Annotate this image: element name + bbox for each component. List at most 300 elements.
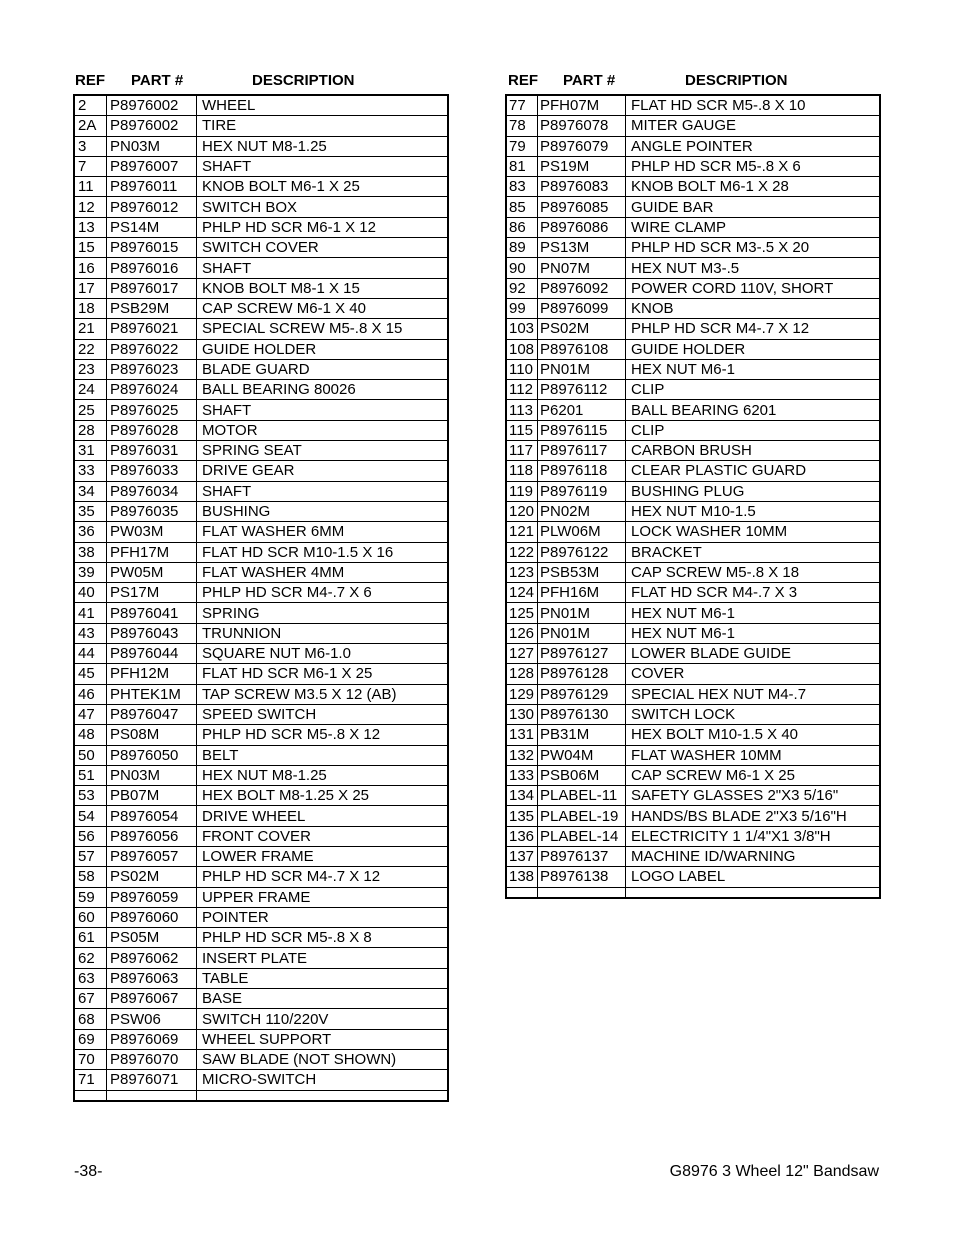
description-cell: SWITCH LOCK: [626, 704, 881, 724]
description-cell: SHAFT: [197, 400, 449, 420]
ref-cell: 60: [74, 907, 107, 927]
part-number-cell: PLABEL-14: [538, 826, 626, 846]
ref-cell: 118: [506, 461, 538, 481]
part-number-cell: P8976021: [107, 319, 197, 339]
table-row: [506, 725, 880, 745]
part-number-cell: P8976067: [107, 989, 197, 1009]
ref-cell: 123: [506, 562, 538, 582]
ref-cell: 128: [506, 664, 538, 684]
table-row: [506, 258, 880, 278]
table-row: [74, 1009, 448, 1029]
description-cell: SWITCH COVER: [197, 238, 449, 258]
ref-cell: 120: [506, 501, 538, 521]
right-table-header: [505, 70, 881, 94]
table-row: [506, 441, 880, 461]
part-number-cell: P8976062: [107, 948, 197, 968]
table-row: [74, 217, 448, 237]
description-cell: LOGO LABEL: [626, 867, 881, 887]
table-row: [74, 846, 448, 866]
ref-cell: 92: [506, 278, 538, 298]
part-number-cell: PN01M: [538, 623, 626, 643]
table-row: [74, 238, 448, 258]
ref-cell: 110: [506, 359, 538, 379]
description-cell: SPECIAL HEX NUT M4-.7: [626, 684, 881, 704]
table-row: [74, 806, 448, 826]
description-cell: BELT: [197, 745, 449, 765]
table-row: [506, 745, 880, 765]
description-cell: LOWER BLADE GUIDE: [626, 644, 881, 664]
part-number-cell: PS02M: [107, 867, 197, 887]
ref-cell: 62: [74, 948, 107, 968]
table-row: [506, 684, 880, 704]
table-row: [74, 664, 448, 684]
table-row: [74, 441, 448, 461]
part-number-cell: P8976028: [107, 420, 197, 440]
part-number-cell: PW03M: [107, 522, 197, 542]
ref-cell: 125: [506, 603, 538, 623]
description-cell: WHEEL SUPPORT: [197, 1029, 449, 1049]
part-number-cell: PS14M: [107, 217, 197, 237]
description-cell: HEX BOLT M10-1.5 X 40: [626, 725, 881, 745]
part-number-cell: P8976118: [538, 461, 626, 481]
description-cell: FLAT WASHER 6MM: [197, 522, 449, 542]
ref-cell: 134: [506, 786, 538, 806]
description-cell: PHLP HD SCR M6-1 X 12: [197, 217, 449, 237]
ref-cell: 70: [74, 1049, 107, 1069]
part-number-cell: P8976117: [538, 441, 626, 461]
ref-cell: 25: [74, 400, 107, 420]
ref-cell: 77: [506, 95, 538, 116]
table-row: [74, 116, 448, 136]
ref-cell: 121: [506, 522, 538, 542]
description-cell: MITER GAUGE: [626, 116, 881, 136]
part-number-cell: P8976069: [107, 1029, 197, 1049]
description-cell: CLIP: [626, 380, 881, 400]
table-row: [74, 826, 448, 846]
table-row: [74, 989, 448, 1009]
ref-cell: 24: [74, 380, 107, 400]
part-number-cell: PN07M: [538, 258, 626, 278]
description-cell: SAW BLADE (NOT SHOWN): [197, 1049, 449, 1069]
ref-cell: 48: [74, 725, 107, 745]
part-number-cell: PS05M: [107, 928, 197, 948]
part-number-cell: P8976022: [107, 339, 197, 359]
description-cell: BALL BEARING 80026: [197, 380, 449, 400]
description-cell: MACHINE ID/WARNING: [626, 846, 881, 866]
part-number-cell: P8976031: [107, 441, 197, 461]
table-row: [74, 1070, 448, 1090]
right-parts-table: [505, 94, 881, 899]
description-cell: SHAFT: [197, 156, 449, 176]
ref-cell: 129: [506, 684, 538, 704]
description-cell: PHLP HD SCR M5-.8 X 8: [197, 928, 449, 948]
description-cell: SQUARE NUT M6-1.0: [197, 644, 449, 664]
part-number-cell: P8976047: [107, 704, 197, 724]
empty-cell: [107, 1090, 197, 1101]
table-row: [74, 745, 448, 765]
page-number: -38-: [74, 1163, 103, 1180]
ref-cell: 81: [506, 156, 538, 176]
ref-cell: 35: [74, 501, 107, 521]
table-row: [506, 786, 880, 806]
description-cell: DRIVE WHEEL: [197, 806, 449, 826]
table-row: [74, 298, 448, 318]
table-row: [74, 623, 448, 643]
ref-cell: 45: [74, 664, 107, 684]
description-cell: PHLP HD SCR M4-.7 X 12: [197, 867, 449, 887]
ref-cell: 18: [74, 298, 107, 318]
description-cell: KNOB: [626, 298, 881, 318]
table-row: [506, 95, 880, 116]
description-cell: BUSHING: [197, 501, 449, 521]
left-table-header: [73, 70, 449, 94]
part-number-cell: P8976079: [538, 136, 626, 156]
description-cell: SPEED SWITCH: [197, 704, 449, 724]
table-row: [506, 704, 880, 724]
description-cell: MOTOR: [197, 420, 449, 440]
part-number-cell: PS08M: [107, 725, 197, 745]
part-number-cell: P8976083: [538, 177, 626, 197]
description-cell: LOCK WASHER 10MM: [626, 522, 881, 542]
part-number-cell: PN03M: [107, 765, 197, 785]
description-cell: HEX NUT M8-1.25: [197, 136, 449, 156]
table-row: [506, 846, 880, 866]
description-cell: DRIVE GEAR: [197, 461, 449, 481]
part-number-cell: P8976108: [538, 339, 626, 359]
description-cell: CAP SCREW M6-1 X 25: [626, 765, 881, 785]
part-number-cell: P8976034: [107, 481, 197, 501]
table-row: [74, 1029, 448, 1049]
ref-cell: 136: [506, 826, 538, 846]
ref-cell: 63: [74, 968, 107, 988]
table-row: [74, 907, 448, 927]
part-number-cell: PFH17M: [107, 542, 197, 562]
part-number-cell: P8976015: [107, 238, 197, 258]
part-number-cell: P8976063: [107, 968, 197, 988]
part-number-cell: P8976043: [107, 623, 197, 643]
table-row: [506, 177, 880, 197]
description-cell: INSERT PLATE: [197, 948, 449, 968]
part-number-cell: PW04M: [538, 745, 626, 765]
description-cell: ANGLE POINTER: [626, 136, 881, 156]
ref-cell: 31: [74, 441, 107, 461]
description-cell: CAP SCREW M5-.8 X 18: [626, 562, 881, 582]
ref-header: REF: [75, 72, 105, 89]
description-cell: SHAFT: [197, 258, 449, 278]
part-number-cell: P8976044: [107, 644, 197, 664]
right-parts-column: [505, 70, 881, 899]
ref-cell: 11: [74, 177, 107, 197]
table-row: [506, 562, 880, 582]
description-cell: FLAT HD SCR M6-1 X 25: [197, 664, 449, 684]
description-cell: KNOB BOLT M6-1 X 28: [626, 177, 881, 197]
ref-cell: 51: [74, 765, 107, 785]
part-number-cell: P8976060: [107, 907, 197, 927]
ref-cell: 2: [74, 95, 107, 116]
ref-cell: 34: [74, 481, 107, 501]
left-parts-column: [73, 70, 449, 1102]
ref-cell: 132: [506, 745, 538, 765]
ref-cell: 71: [74, 1070, 107, 1090]
description-cell: HEX NUT M6-1: [626, 623, 881, 643]
table-row: [74, 319, 448, 339]
ref-cell: 16: [74, 258, 107, 278]
ref-header: REF: [508, 72, 538, 89]
description-cell: ELECTRICITY 1 1/4"X1 3/8"H: [626, 826, 881, 846]
table-row: [74, 786, 448, 806]
ref-cell: 135: [506, 806, 538, 826]
part-number-cell: PFH12M: [107, 664, 197, 684]
description-cell: PHLP HD SCR M4-.7 X 12: [626, 319, 881, 339]
part-number-cell: P8976127: [538, 644, 626, 664]
table-row: [74, 258, 448, 278]
table-spacer-row: [506, 887, 880, 898]
part-number-cell: P8976017: [107, 278, 197, 298]
ref-cell: 2A: [74, 116, 107, 136]
description-cell: HEX NUT M8-1.25: [197, 765, 449, 785]
ref-cell: 69: [74, 1029, 107, 1049]
table-row: [74, 420, 448, 440]
ref-cell: 56: [74, 826, 107, 846]
description-cell: WHEEL: [197, 95, 449, 116]
description-header: DESCRIPTION: [252, 72, 355, 89]
table-row: [506, 278, 880, 298]
description-cell: TIRE: [197, 116, 449, 136]
table-row: [74, 603, 448, 623]
description-cell: HEX NUT M6-1: [626, 359, 881, 379]
table-row: [74, 197, 448, 217]
description-cell: POINTER: [197, 907, 449, 927]
table-row: [506, 156, 880, 176]
table-row: [506, 319, 880, 339]
part-number-cell: P8976112: [538, 380, 626, 400]
description-cell: KNOB BOLT M6-1 X 25: [197, 177, 449, 197]
part-header: PART #: [131, 72, 184, 89]
table-row: [74, 380, 448, 400]
description-cell: SPRING: [197, 603, 449, 623]
description-cell: FLAT HD SCR M10-1.5 X 16: [197, 542, 449, 562]
empty-cell: [626, 887, 881, 898]
ref-cell: 85: [506, 197, 538, 217]
ref-cell: 78: [506, 116, 538, 136]
part-number-cell: PW05M: [107, 562, 197, 582]
part-number-cell: P8976050: [107, 745, 197, 765]
part-number-cell: P8976057: [107, 846, 197, 866]
part-number-cell: P6201: [538, 400, 626, 420]
description-cell: HANDS/BS BLADE 2"X3 5/16"H: [626, 806, 881, 826]
part-number-cell: P8976007: [107, 156, 197, 176]
part-number-cell: P8976033: [107, 461, 197, 481]
ref-cell: 53: [74, 786, 107, 806]
ref-cell: 133: [506, 765, 538, 785]
ref-cell: 41: [74, 603, 107, 623]
part-number-cell: P8976002: [107, 116, 197, 136]
ref-cell: 39: [74, 562, 107, 582]
table-row: [74, 359, 448, 379]
ref-cell: 61: [74, 928, 107, 948]
part-number-cell: PLABEL-19: [538, 806, 626, 826]
table-row: [74, 948, 448, 968]
description-cell: BLADE GUARD: [197, 359, 449, 379]
description-cell: CLEAR PLASTIC GUARD: [626, 461, 881, 481]
ref-cell: 17: [74, 278, 107, 298]
table-row: [506, 623, 880, 643]
document-title: G8976 3 Wheel 12" Bandsaw: [669, 1163, 879, 1180]
description-cell: POWER CORD 110V, SHORT: [626, 278, 881, 298]
ref-cell: 57: [74, 846, 107, 866]
ref-cell: 122: [506, 542, 538, 562]
table-row: [74, 1049, 448, 1069]
ref-cell: 83: [506, 177, 538, 197]
table-row: [74, 95, 448, 116]
table-row: [74, 887, 448, 907]
ref-cell: 36: [74, 522, 107, 542]
table-row: [506, 197, 880, 217]
empty-cell: [74, 1090, 107, 1101]
ref-cell: 89: [506, 238, 538, 258]
table-row: [74, 177, 448, 197]
table-row: [74, 339, 448, 359]
ref-cell: 47: [74, 704, 107, 724]
ref-cell: 99: [506, 298, 538, 318]
description-cell: PHLP HD SCR M5-.8 X 6: [626, 156, 881, 176]
ref-cell: 44: [74, 644, 107, 664]
table-row: [74, 562, 448, 582]
table-row: [506, 400, 880, 420]
ref-cell: 50: [74, 745, 107, 765]
ref-cell: 115: [506, 420, 538, 440]
part-number-cell: P8976035: [107, 501, 197, 521]
description-cell: KNOB BOLT M8-1 X 15: [197, 278, 449, 298]
description-cell: SAFETY GLASSES 2"X3 5/16": [626, 786, 881, 806]
ref-cell: 124: [506, 583, 538, 603]
ref-cell: 130: [506, 704, 538, 724]
description-cell: LOWER FRAME: [197, 846, 449, 866]
description-cell: TRUNNION: [197, 623, 449, 643]
table-row: [506, 603, 880, 623]
table-row: [506, 359, 880, 379]
ref-cell: 113: [506, 400, 538, 420]
table-row: [506, 116, 880, 136]
description-cell: FRONT COVER: [197, 826, 449, 846]
ref-cell: 131: [506, 725, 538, 745]
part-number-cell: P8976122: [538, 542, 626, 562]
table-row: [506, 664, 880, 684]
part-number-cell: P8976041: [107, 603, 197, 623]
description-cell: BASE: [197, 989, 449, 1009]
description-cell: HEX NUT M10-1.5: [626, 501, 881, 521]
part-number-cell: PFH16M: [538, 583, 626, 603]
table-row: [506, 765, 880, 785]
table-row: [74, 136, 448, 156]
empty-cell: [538, 887, 626, 898]
ref-cell: 137: [506, 846, 538, 866]
table-row: [506, 136, 880, 156]
table-row: [506, 238, 880, 258]
part-number-cell: PN01M: [538, 603, 626, 623]
part-number-cell: P8976085: [538, 197, 626, 217]
part-number-cell: PLABEL-11: [538, 786, 626, 806]
ref-cell: 126: [506, 623, 538, 643]
description-cell: BRACKET: [626, 542, 881, 562]
part-number-cell: P8976092: [538, 278, 626, 298]
description-cell: HEX NUT M3-.5: [626, 258, 881, 278]
part-number-cell: P8976011: [107, 177, 197, 197]
ref-cell: 86: [506, 217, 538, 237]
description-cell: SHAFT: [197, 481, 449, 501]
part-number-cell: PN03M: [107, 136, 197, 156]
table-row: [74, 684, 448, 704]
part-number-cell: PSW06: [107, 1009, 197, 1029]
description-cell: WIRE CLAMP: [626, 217, 881, 237]
ref-cell: 15: [74, 238, 107, 258]
ref-cell: 138: [506, 867, 538, 887]
table-row: [74, 644, 448, 664]
ref-cell: 33: [74, 461, 107, 481]
ref-cell: 54: [74, 806, 107, 826]
table-row: [506, 522, 880, 542]
part-number-cell: PSB29M: [107, 298, 197, 318]
table-row: [506, 339, 880, 359]
part-number-cell: P8976086: [538, 217, 626, 237]
description-cell: FLAT WASHER 4MM: [197, 562, 449, 582]
table-row: [74, 725, 448, 745]
ref-cell: 22: [74, 339, 107, 359]
description-cell: BALL BEARING 6201: [626, 400, 881, 420]
table-row: [506, 380, 880, 400]
ref-cell: 3: [74, 136, 107, 156]
table-row: [506, 826, 880, 846]
part-number-cell: PS13M: [538, 238, 626, 258]
empty-cell: [506, 887, 538, 898]
table-row: [74, 522, 448, 542]
ref-cell: 68: [74, 1009, 107, 1029]
description-cell: PHLP HD SCR M5-.8 X 12: [197, 725, 449, 745]
ref-cell: 119: [506, 481, 538, 501]
description-cell: HEX BOLT M8-1.25 X 25: [197, 786, 449, 806]
description-cell: SPRING SEAT: [197, 441, 449, 461]
description-cell: GUIDE BAR: [626, 197, 881, 217]
empty-cell: [197, 1090, 449, 1101]
table-row: [506, 867, 880, 887]
table-row: [506, 420, 880, 440]
part-number-cell: PHTEK1M: [107, 684, 197, 704]
part-number-cell: PSB53M: [538, 562, 626, 582]
description-cell: BUSHING PLUG: [626, 481, 881, 501]
ref-cell: 79: [506, 136, 538, 156]
part-number-cell: P8976070: [107, 1049, 197, 1069]
ref-cell: 13: [74, 217, 107, 237]
part-number-cell: P8976129: [538, 684, 626, 704]
description-cell: SPECIAL SCREW M5-.8 X 15: [197, 319, 449, 339]
table-row: [506, 298, 880, 318]
part-number-cell: P8976056: [107, 826, 197, 846]
description-cell: CAP SCREW M6-1 X 40: [197, 298, 449, 318]
ref-cell: 127: [506, 644, 538, 664]
part-number-cell: P8976137: [538, 846, 626, 866]
part-number-cell: P8976059: [107, 887, 197, 907]
part-number-cell: PB31M: [538, 725, 626, 745]
left-parts-table: [73, 94, 449, 1102]
table-row: [74, 461, 448, 481]
table-row: [74, 867, 448, 887]
ref-cell: 23: [74, 359, 107, 379]
part-number-cell: PS17M: [107, 583, 197, 603]
table-row: [74, 278, 448, 298]
description-cell: CARBON BRUSH: [626, 441, 881, 461]
description-cell: COVER: [626, 664, 881, 684]
part-number-cell: P8976012: [107, 197, 197, 217]
